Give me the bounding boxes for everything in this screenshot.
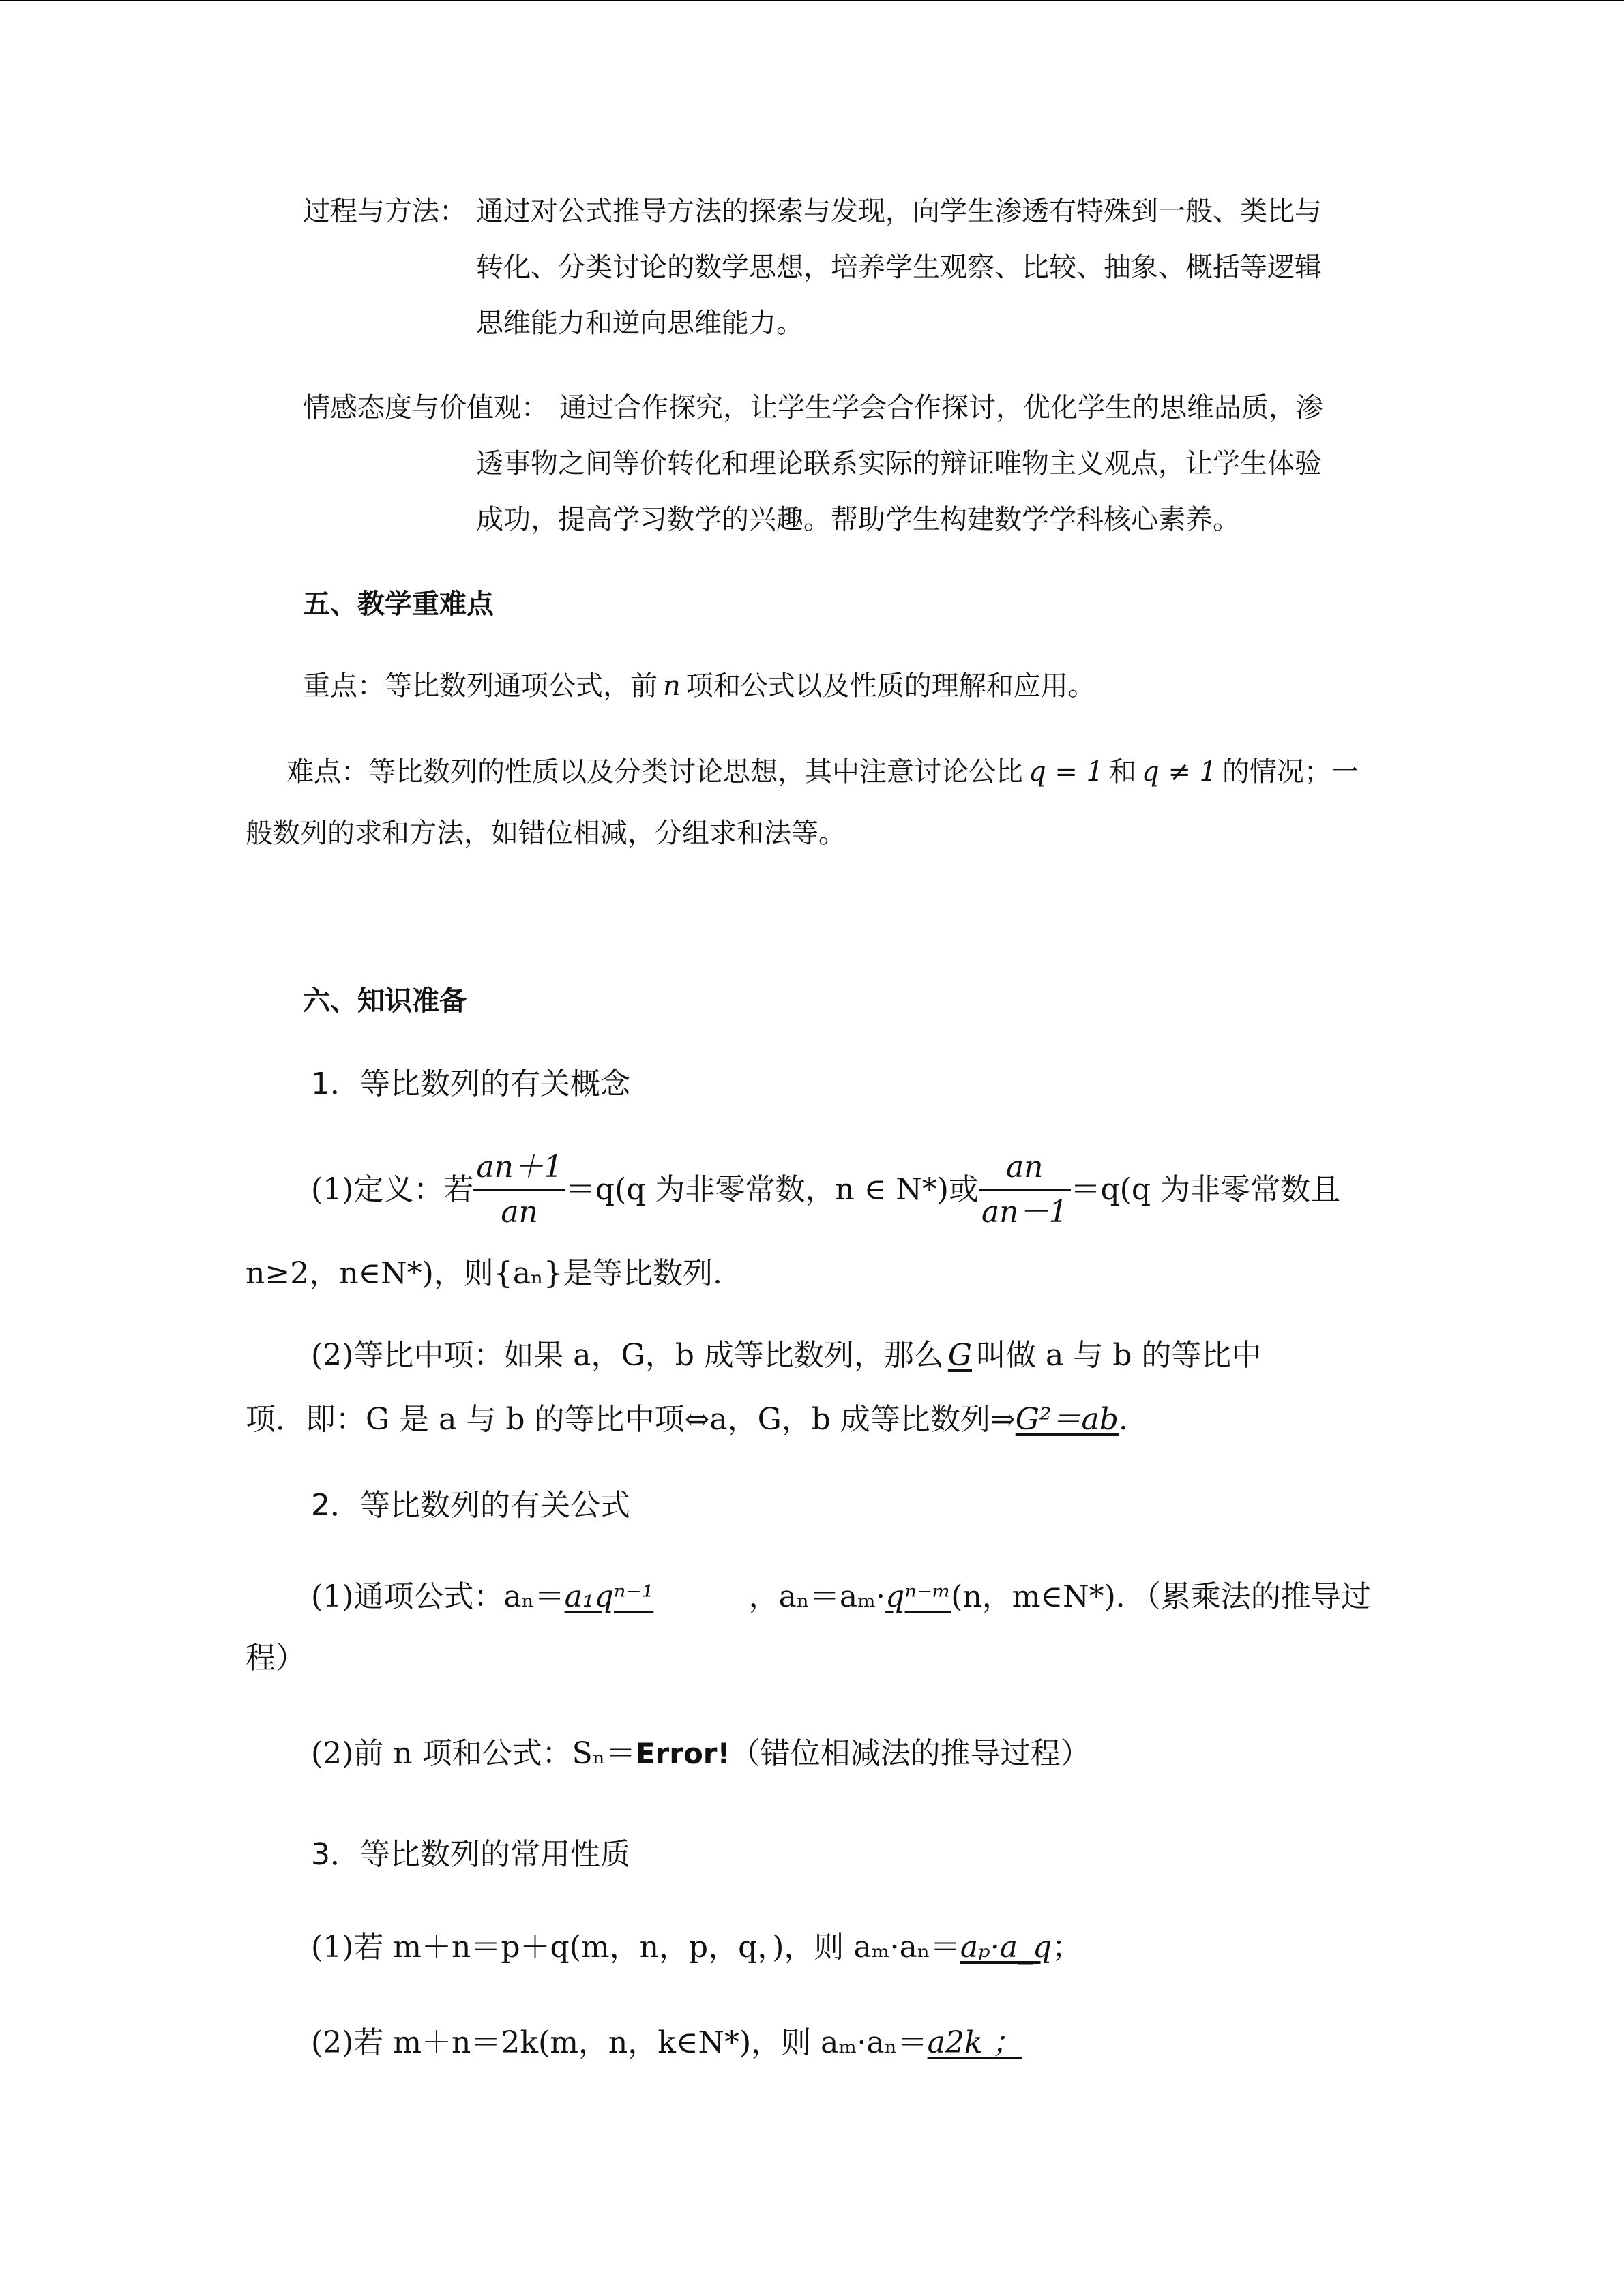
difficulty-line1-suffix: 的情况；一 [1222, 756, 1359, 788]
general-line2: 程） [246, 1641, 306, 1675]
key-var: n [663, 670, 681, 702]
general-mid: ，aₙ＝aₘ· [748, 1579, 886, 1614]
prop1-blank: aₚ·a_q [960, 1930, 1052, 1965]
middle-line2-prefix: 项．即：G 是 a 与 b 的等比中项⇔a，G，b 成等比数列⇒ [246, 1402, 1016, 1437]
sum-prefix: (2)前 n 项和公式：Sₙ＝ [311, 1736, 636, 1771]
def-line2: n≥2，n∈N*)，则{aₙ}是等比数列. [246, 1256, 723, 1291]
general-term-line-1 [311, 1579, 1371, 1614]
process-text-1: 通过对公式推导方法的探索与发现，向学生渗透有特殊到一般、类比与 [476, 196, 1322, 227]
middle-term-line-2 [246, 1402, 1128, 1437]
emotion-label: 情感态度与价值观： [303, 392, 548, 423]
key-suffix: 项和公式以及性质的理解和应用。 [685, 670, 1095, 702]
middle-line1-prefix: (2)等比中项：如果 a，G，b 成等比数列，那么 [311, 1338, 944, 1373]
prop2-prefix: (2)若 m＋n＝2k(m，n，k∈N*)，则 aₘ·aₙ＝ [311, 2025, 928, 2060]
difficulty-prefix: 难点：等比数列的性质以及分类讨论思想，其中注意讨论公比 [286, 756, 1023, 788]
section6-heading: 六、知识准备 [303, 985, 467, 1017]
process-text-2: 转化、分类讨论的数学思想，培养学生观察、比较、抽象、概括等逻辑 [476, 252, 1322, 283]
def-frac1-num: an＋1 [473, 1146, 565, 1191]
middle-term-line-1 [311, 1338, 1262, 1373]
emotion-text-1: 通过合作探究，让学生学会合作探讨，优化学生的思维品质，渗 [559, 392, 1323, 423]
process-label: 过程与方法： [303, 196, 467, 227]
property-2-line [311, 2025, 1022, 2060]
definition-line-1 [311, 1146, 1340, 1234]
def-mid1: ＝q(q 为非零常数，n ∈ N*)或 [565, 1172, 979, 1207]
sum-suffix: （错位相减法的推导过程） [730, 1736, 1091, 1771]
middle-line2-end: . [1118, 1402, 1128, 1437]
difficulty-line-1 [286, 758, 1359, 786]
definition-line-2 [246, 1256, 723, 1291]
process-text-3: 思维能力和逆向思维能力。 [476, 308, 803, 339]
general-term-line-2 [246, 1643, 306, 1673]
def-frac2-num: an [979, 1146, 1071, 1191]
difficulty-q1: q = 1 [1029, 756, 1104, 788]
prop2-blank: a2k ； [927, 2025, 1022, 2060]
sub3-heading: 3．等比数列的常用性质 [311, 1837, 630, 1872]
general-prefix: (1)通项公式：aₙ＝ [311, 1579, 565, 1614]
key-prefix: 重点：等比数列通项公式，前 [303, 670, 658, 702]
def-fraction-2 [979, 1146, 1071, 1234]
def-frac1-den: an [501, 1195, 538, 1229]
def-mid2: ＝q(q 为非零常数且 [1070, 1172, 1340, 1207]
section5-heading: 五、教学重难点 [303, 588, 494, 620]
general-blank-2: qⁿ⁻ᵐ [885, 1579, 951, 1614]
prop1-suffix: ； [1052, 1930, 1082, 1965]
middle-blank-g: G [947, 1338, 973, 1373]
general-suffix: (n，m∈N*)．（累乘法的推导过 [951, 1579, 1371, 1614]
key-points [303, 672, 1095, 700]
def-fraction-1 [473, 1146, 565, 1234]
sub2-heading: 2．等比数列的有关公式 [311, 1488, 630, 1523]
difficulty-line2-text: 般数列的求和方法，如错位相减，分组求和法等。 [246, 818, 846, 849]
middle-line1-suffix: 叫做 a 与 b 的等比中 [976, 1338, 1262, 1373]
sum-error-field: Error! [635, 1737, 730, 1770]
property-1-line [311, 1930, 1082, 1965]
sum-formula-line [311, 1736, 1091, 1771]
middle-blank-g2ab: G²＝ab [1015, 1402, 1119, 1437]
difficulty-line-2 [246, 820, 846, 847]
emotion-text-2: 透事物之间等价转化和理论联系实际的辩证唯物主义观点，让学生体验 [476, 448, 1322, 479]
def-prefix: (1)定义：若 [311, 1172, 474, 1207]
prop1-prefix: (1)若 m＋n＝p＋q(m，n，p，q，)，则 aₘ·aₙ＝ [311, 1930, 960, 1965]
difficulty-q2: q ≠ 1 [1142, 756, 1217, 788]
def-frac2-den: an－1 [981, 1195, 1068, 1229]
sub1-heading: 1．等比数列的有关概念 [311, 1067, 630, 1101]
page-top-border [0, 0, 1624, 1]
general-blank-1: a₁qⁿ⁻¹ [564, 1579, 654, 1614]
emotion-text-3: 成功，提高学习数学的兴趣。帮助学生构建数学学科核心素养。 [476, 504, 1240, 535]
difficulty-and: 和 [1109, 756, 1136, 788]
